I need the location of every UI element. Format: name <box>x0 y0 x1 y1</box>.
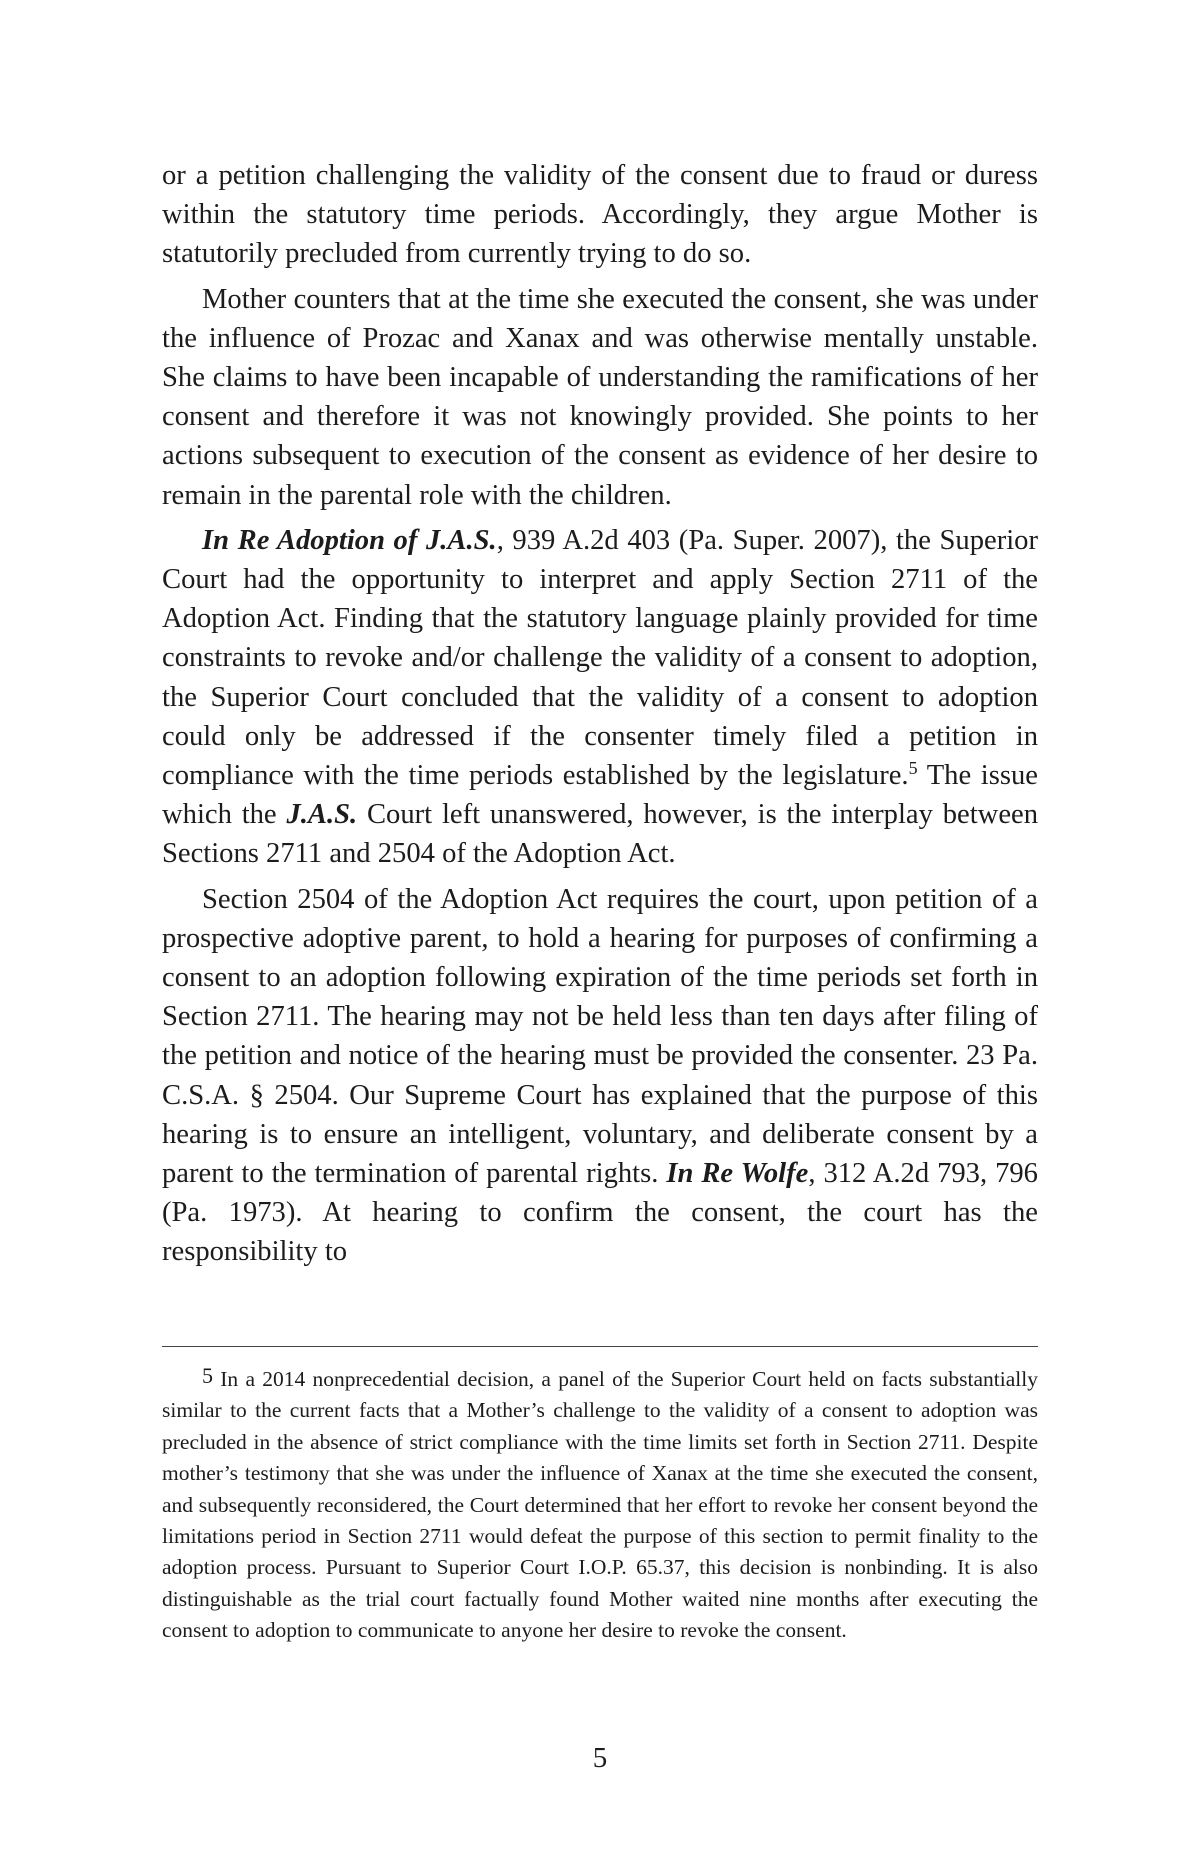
paragraph-4-text-a: Section 2504 of the Adoption Act requires the court, upon petition of a prospective adoptive parent, to hold a hearing for purposes of confirming a consent to an adoption following expiration of the time periods set forth in Section 2711. The hearing may not be held less than ten days after filing of the petition and notice of the hearing must be provided the consenter. 23 Pa. C.S.A. § 2504. Our Supreme Court has explained that the purpose of this hearing is to ensure an intelligent, voluntary, and deliberate consent by a parent to the termination of parental rights. <box>162 883 1038 1190</box>
footnote <box>162 1360 1038 1647</box>
paragraph-2 <box>162 280 1038 515</box>
paragraph-3-text-b: The issue which the <box>162 760 1038 831</box>
paragraph-1-text: or a petition challenging the validity of the consent due to fraud or duress within the statutory time periods. Accordingly, they argue Mother is statutorily precluded from currently trying to do so. <box>162 160 1038 270</box>
case-short-citation-jas: J.A.S. <box>286 799 358 831</box>
footnote-divider <box>162 1346 1038 1347</box>
footnote-text: In a 2014 nonprecedential decision, a panel of the Superior Court held on facts substantially similar to the current facts that a Mother’s challenge to the validity of a consent to adoption was precluded in the absence of strict compliance with the time limits set forth in Section 2711. Despite mother’s testimony that she was under the influence of Xanax at the time she executed the consent, and subsequently reconsidered, the Court determined that her effort to revoke her consent beyond the limitations period in Section 2711 would defeat the purpose of this section to permit finality to the adoption process. Pursuant to Superior Court I.O.P. 65.37, this decision is nonbinding. It is also distinguishable as the trial court factually found Mother waited nine months after executing the consent to adoption to communicate to anyone her desire to revoke the consent. <box>162 1367 1038 1643</box>
case-citation-jas: In Re Adoption of J.A.S. <box>202 524 497 556</box>
case-citation-wolfe: In Re Wolfe <box>666 1158 809 1190</box>
paragraph-3-text-a: , 939 A.2d 403 (Pa. Super. 2007), the Superior Court had the opportunity to interpret and apply Section 2711 of the Adoption Act. Finding that the statutory language plainly provided for time constraints to revoke and/or challenge the validity of a consent to adoption, the Superior Court concluded that the validity of a consent to adoption could only be addressed if the consenter timely filed a petition in compliance with the time periods established by the legislature. <box>162 524 1038 792</box>
paragraph-4 <box>162 880 1038 1272</box>
paragraph-3 <box>162 521 1038 874</box>
paragraph-1 <box>162 156 1038 274</box>
paragraph-2-text: Mother counters that at the time she executed the consent, she was under the influence of Prozac and Xanax and was otherwise mentally unstable. She claims to have been incapable of understanding the ramifications of her consent and therefore it was not knowingly provided. She points to her actions subsequent to execution of the consent as evidence of her desire to remain in the parental role with the children. <box>162 283 1038 511</box>
paragraph-4-text-b: , 312 A.2d 793, 796 (Pa. 1973). At hearing to confirm the consent, the court has the responsibility to <box>162 1158 1038 1268</box>
footnote-number: 5 <box>202 1363 213 1388</box>
footnote-reference[interactable]: 5 <box>908 758 918 779</box>
paragraph-3-text-c: Court left unanswered, however, is the interplay between Sections 2711 and 2504 of the Adoption Act. <box>162 799 1038 870</box>
body-text <box>162 156 1038 1272</box>
page-number: 5 <box>592 1742 608 1774</box>
